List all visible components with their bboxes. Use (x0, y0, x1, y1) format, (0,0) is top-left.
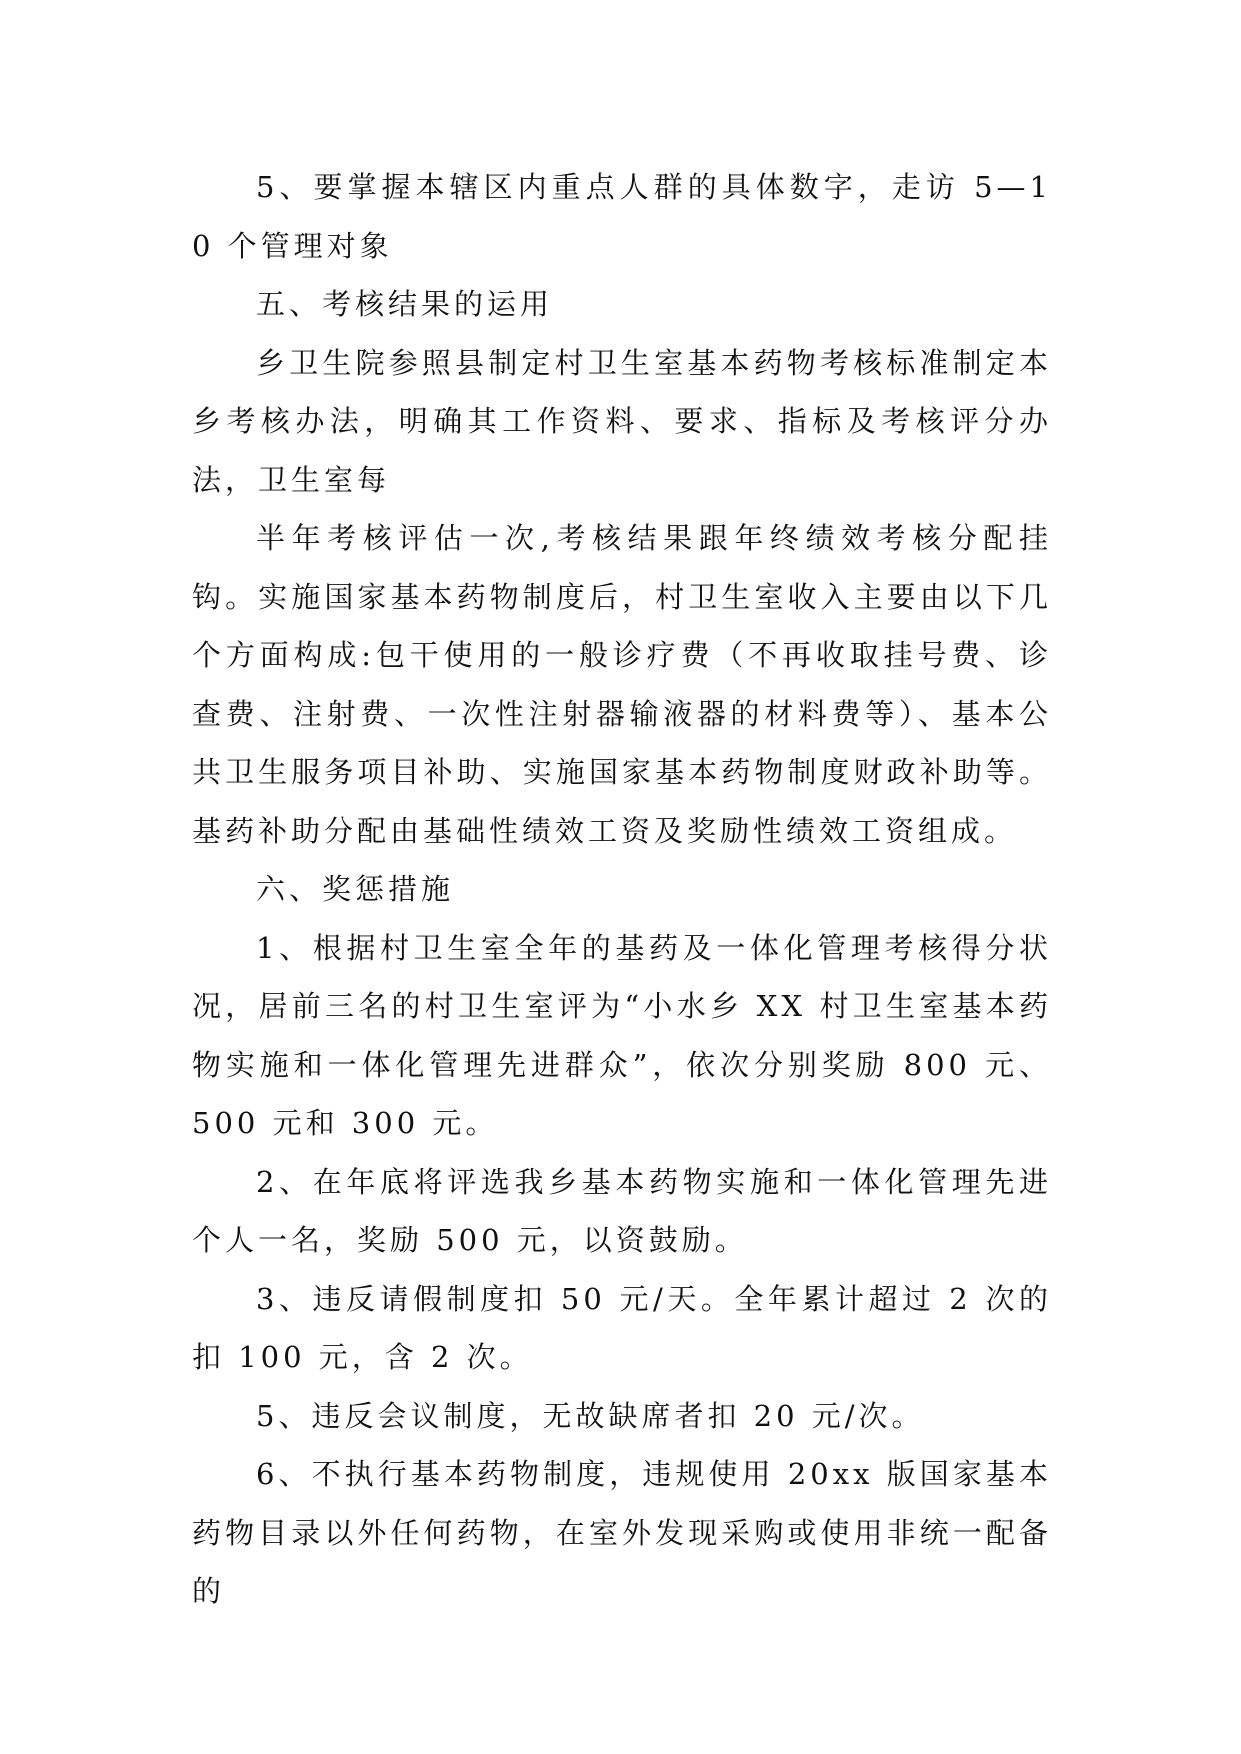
paragraph-meeting-penalty: 5、违反会议制度，无故缺席者扣 20 元/次。 (256, 1398, 925, 1433)
document-body (192, 158, 1052, 1621)
heading-assessment-results: 五、考核结果的运用 (256, 287, 554, 321)
paragraph-township-assessment: 乡卫生院参照县制定村卫生室基本药物考核标准制定本乡考核办法，明确其工作资料、要求、指标及考核评分办法，卫生室每 (192, 345, 1052, 497)
paragraph-half-year-assessment: 半年考核评估一次,考核结果跟年终绩效考核分配挂钩。实施国家基本药物制度后，村卫生室收入主要由以下几个方面构成:包干使用的一般诊疗费（不再收取挂号费、诊查费、注射费、一次性注射器输液器的材料费等）、基本公共卫生服务项目补助、实施国家基本药物制度财政补助等。基药补助分配由基础性绩效工资及奖励性绩效工资组成。 (192, 521, 1052, 848)
paragraph-leave-penalty: 3、违反请假制度扣 50 元/天。全年累计超过 2 次的扣 100 元，含 2 次。 (192, 1281, 1052, 1374)
paragraph-reward-individual: 2、在年底将评选我乡基本药物实施和一体化管理先进个人一名，奖励 500 元，以资鼓励。 (192, 1164, 1052, 1257)
paragraph-key-population: 5、要掌握本辖区内重点人群的具体数字，走访 5—10 个管理对象 (192, 170, 1052, 263)
heading-rewards-penalties: 六、奖惩措施 (256, 872, 455, 906)
paragraph-reward-top-three: 1、根据村卫生室全年的基药及一体化管理考核得分状况，居前三名的村卫生室评为“小水乡 XX 村卫生室基本药物实施和一体化管理先进群众”，依次分别奖励 800 元、500 元和 300 元。 (192, 930, 1052, 1140)
paragraph-drug-violation: 6、不执行基本药物制度，违规使用 20xx 版国家基本药物目录以外任何药物，在室外发现采购或使用非统一配备的 (192, 1457, 1052, 1608)
